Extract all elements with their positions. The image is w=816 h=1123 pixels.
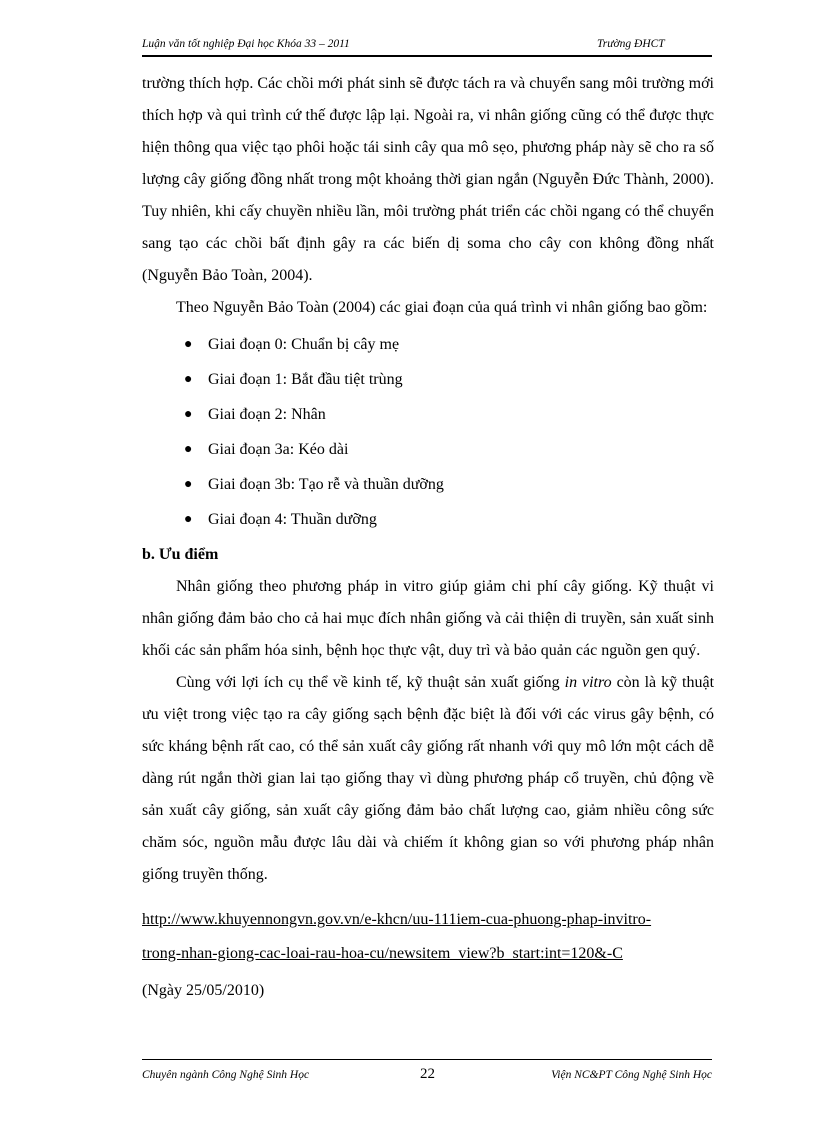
page-footer (142, 1066, 712, 1086)
paragraph-advantages-2 (142, 667, 714, 891)
list-item (142, 434, 714, 469)
list-item (142, 399, 714, 434)
section-heading-advantages: b. Ưu điểm (142, 546, 219, 563)
stage-text: Giai đoạn 1: Bắt đầu tiệt trùng (208, 371, 403, 388)
paragraph-text-after: còn là kỹ thuật ưu việt trong việc tạo ra cây giống sạch bệnh đặc biệt là đối với các virus gây bệnh, có sức kháng bệnh rất cao, có thể sản xuất cây giống rất nhanh với quy mô lớn một cách dễ dàng rút ngắn thời gian lai tạo giống thay vì dùng phương pháp cổ truyền, chủ động về sản xuất cây giống, sản xuất cây giống đảm bảo chất lượng cao, giảm nhiều công sức chăm sóc, nguồn mẫu được lâu dài và chiếm ít không gian so với phương pháp nhân giống truyền thống. (142, 674, 715, 883)
bullet-icon: ● (184, 512, 193, 527)
header-rule (142, 55, 712, 57)
page-header (142, 38, 712, 54)
bullet-icon: ● (184, 442, 193, 457)
list-item (142, 329, 714, 364)
bullet-icon: ● (184, 477, 193, 492)
reference-url-line-2[interactable]: trong-nhan-giong-cac-loai-rau-hoa-cu/newsitem_view?b_start:int=120&-C (142, 945, 623, 962)
stage-text: Giai đoạn 4: Thuần dưỡng (208, 511, 377, 528)
stage-text: Giai đoạn 0: Chuẩn bị cây mẹ (208, 336, 400, 353)
reference-date: (Ngày 25/05/2010) (142, 982, 265, 999)
footer-rule (142, 1059, 712, 1060)
list-item (142, 504, 714, 539)
stage-text: Giai đoạn 2: Nhân (208, 406, 326, 423)
stage-text: Giai đoạn 3b: Tạo rễ và thuần dưỡng (208, 476, 444, 493)
bullet-icon: ● (184, 372, 193, 387)
stages-list (142, 329, 714, 539)
reference-url-line-1[interactable]: http://www.khuyennongvn.gov.vn/e-khcn/uu-111iem-cua-phuong-phap-invitro- (142, 911, 652, 928)
paragraph-continuation: trường thích hợp. Các chồi mới phát sinh sẽ được tách ra và chuyển sang môi trường mới thích hợp và qui trình cứ thế được lập lại. Ngoài ra, vi nhân giống cũng có thể được thực hiện thông qua việc tạo phôi hoặc tái sinh cây qua mô sẹo, phương pháp này sẽ cho ra số lượng cây giống đồng nhất trong một khoảng thời gian ngắn (Nguyễn Đức Thành, 2000). Tuy nhiên, khi cấy chuyền nhiều lần, môi trường phát triển các chồi ngang có thể chuyển sang tạo các chồi bất định gây ra các biến dị soma cho cây con không đồng nhất (Nguyễn Bảo Toàn, 2004). (142, 75, 714, 284)
footer-institute: Viện NC&PT Công Nghệ Sinh Học (551, 1069, 712, 1081)
paragraph-stages-intro: Theo Nguyễn Bảo Toàn (2004) các giai đoạn của quá trình vi nhân giống bao gồm: (176, 299, 708, 316)
page-number: 22 (420, 1066, 435, 1082)
bullet-icon: ● (184, 337, 193, 352)
header-thesis-title: Luận văn tốt nghiệp Đại học Khóa 33 – 2011 (142, 38, 350, 50)
page-body (142, 68, 714, 1007)
reference-link[interactable] (142, 903, 714, 971)
list-item (142, 469, 714, 504)
paragraph-text-before: Cùng với lợi ích cụ thể về kinh tế, kỹ thuật sản xuất giống (176, 674, 565, 691)
list-item (142, 364, 714, 399)
in-vitro-italic: in vitro (564, 674, 612, 691)
footer-major: Chuyên ngành Công Nghệ Sinh Học (142, 1069, 310, 1081)
bullet-icon: ● (184, 407, 193, 422)
paragraph-advantages-1: Nhân giống theo phương pháp in vitro giúp giảm chi phí cây giống. Kỹ thuật vi nhân giống đảm bảo cho cả hai mục đích nhân giống và cải thiện di truyền, sản xuất sinh khối các sản phẩm hóa sinh, bệnh học thực vật, duy trì và bảo quản các nguồn gen quý. (142, 578, 714, 659)
stage-text: Giai đoạn 3a: Kéo dài (208, 441, 349, 458)
header-university: Trường ĐHCT (597, 38, 665, 50)
